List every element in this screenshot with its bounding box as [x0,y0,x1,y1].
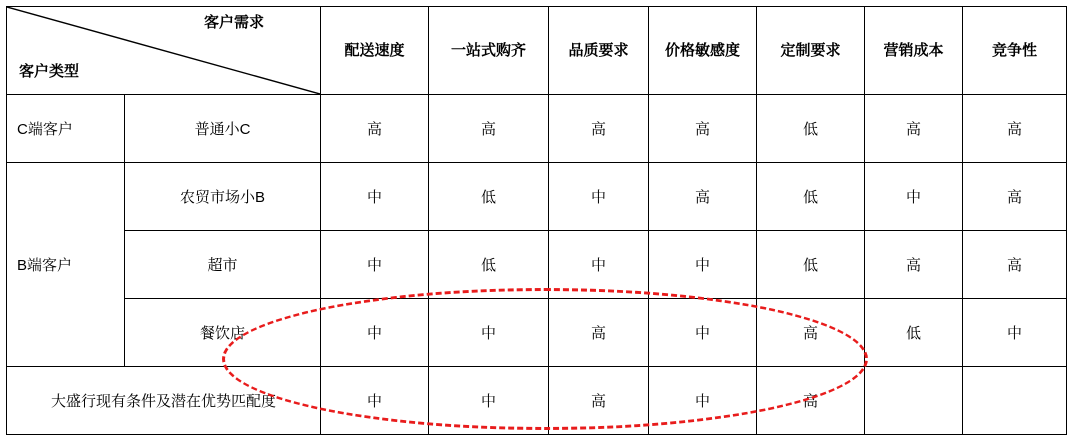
cell-customization: 高 [757,299,865,367]
cell-quality: 高 [549,95,649,163]
cell-delivery-speed: 高 [321,95,429,163]
summary-row-label: 大盛行现有条件及潜在优势匹配度 [7,367,321,435]
summary-cell-customization: 高 [757,367,865,435]
cell-customization: 低 [757,163,865,231]
cell-quality: 中 [549,231,649,299]
column-header-customization: 定制要求 [757,7,865,95]
cell-quality: 高 [549,299,649,367]
cell-marketing-cost: 低 [865,299,963,367]
cell-competitiveness: 高 [963,231,1067,299]
table-row [7,95,1067,163]
table-row [7,163,1067,231]
document-canvas [0,6,1080,444]
cell-customization: 低 [757,95,865,163]
cell-marketing-cost: 中 [865,163,963,231]
segment-wet-market-small-b: 农贸市场小B [125,163,321,231]
cell-competitiveness: 中 [963,299,1067,367]
column-header-price-sensitivity: 价格敏感度 [649,7,757,95]
cell-delivery-speed: 中 [321,163,429,231]
cell-competitiveness: 高 [963,95,1067,163]
column-header-competitiveness: 竞争性 [963,7,1067,95]
header-need-label: 客户需求 [203,14,264,31]
column-header-delivery-speed: 配送速度 [321,7,429,95]
cell-quality: 中 [549,163,649,231]
segment-ordinary-small-c: 普通小C [125,95,321,163]
header-corner-cell [7,7,321,95]
customer-needs-matrix [6,6,1067,435]
cell-one-stop: 高 [429,95,549,163]
cell-delivery-speed: 中 [321,299,429,367]
summary-cell-competitiveness [963,367,1067,435]
column-header-quality: 品质要求 [549,7,649,95]
column-header-one-stop: 一站式购齐 [429,7,549,95]
cell-price-sensitivity: 高 [649,95,757,163]
cell-customization: 低 [757,231,865,299]
cell-price-sensitivity: 中 [649,231,757,299]
header-type-label: 客户类型 [19,63,80,80]
cell-marketing-cost: 高 [865,95,963,163]
summary-cell-marketing-cost [865,367,963,435]
cell-one-stop: 低 [429,163,549,231]
summary-cell-price-sensitivity: 中 [649,367,757,435]
table-row [7,231,1067,299]
cell-price-sensitivity: 中 [649,299,757,367]
summary-cell-quality: 高 [549,367,649,435]
row-group-c-customers: C端客户 [7,95,125,163]
column-header-marketing-cost: 营销成本 [865,7,963,95]
cell-one-stop: 中 [429,299,549,367]
table-row [7,299,1067,367]
segment-supermarket: 超市 [125,231,321,299]
summary-row [7,367,1067,435]
cell-price-sensitivity: 高 [649,163,757,231]
cell-delivery-speed: 中 [321,231,429,299]
summary-cell-delivery-speed: 中 [321,367,429,435]
cell-one-stop: 低 [429,231,549,299]
row-group-b-customers: B端客户 [7,163,125,367]
segment-restaurant: 餐饮店 [125,299,321,367]
table-header-row [7,7,1067,95]
cell-competitiveness: 高 [963,163,1067,231]
cell-marketing-cost: 高 [865,231,963,299]
summary-cell-one-stop: 中 [429,367,549,435]
